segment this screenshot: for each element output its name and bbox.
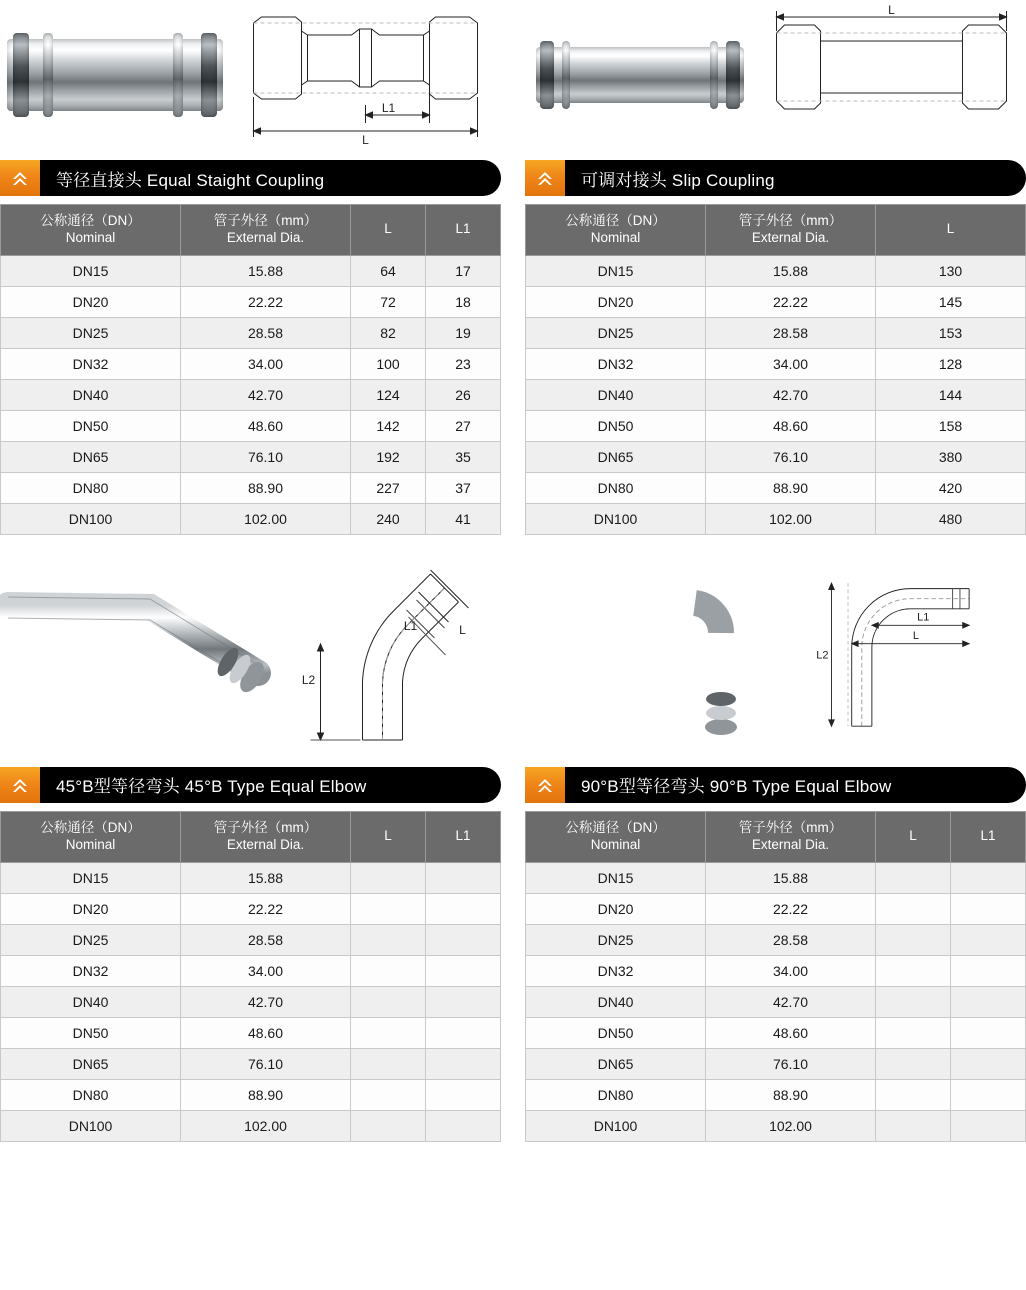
col-header-L: L bbox=[876, 205, 1026, 256]
table-header-row bbox=[1, 205, 501, 256]
table-row bbox=[526, 955, 1026, 986]
table-row bbox=[526, 348, 1026, 379]
cell-L bbox=[351, 986, 426, 1017]
col-header-L1: L1 bbox=[426, 205, 501, 256]
table-row bbox=[526, 862, 1026, 893]
cell-nominal: DN65 bbox=[526, 1048, 706, 1079]
illustration-row-2 bbox=[0, 557, 1026, 767]
table-row bbox=[1, 893, 501, 924]
col-header-external-dia-cn: 管子外径（mm） bbox=[738, 213, 843, 228]
title-bar-slip-coupling bbox=[525, 160, 1026, 196]
cell-nominal: DN50 bbox=[526, 1017, 706, 1048]
cell-nominal: DN50 bbox=[1, 410, 181, 441]
dim-label-L1: L1 bbox=[381, 101, 396, 115]
cell-L: 380 bbox=[876, 441, 1026, 472]
cell-L1 bbox=[951, 955, 1026, 986]
cell-external-dia: 102.00 bbox=[706, 503, 876, 534]
cell-L1 bbox=[426, 1110, 501, 1141]
cell-external-dia: 76.10 bbox=[181, 1048, 351, 1079]
table-row bbox=[526, 255, 1026, 286]
table-body bbox=[526, 255, 1026, 534]
col-header-nominal bbox=[526, 811, 706, 862]
table-row bbox=[526, 317, 1026, 348]
col-header-L: L bbox=[876, 811, 951, 862]
cell-external-dia: 34.00 bbox=[706, 955, 876, 986]
cell-L bbox=[876, 986, 951, 1017]
col-header-nominal-cn: 公称通径（DN） bbox=[565, 213, 666, 228]
cell-nominal: DN25 bbox=[1, 924, 181, 955]
cell-L1 bbox=[426, 986, 501, 1017]
cell-L1: 23 bbox=[426, 348, 501, 379]
cell-L1 bbox=[951, 1017, 1026, 1048]
cell-L: 227 bbox=[351, 472, 426, 503]
cell-external-dia: 48.60 bbox=[706, 1017, 876, 1048]
table-header-row bbox=[526, 205, 1026, 256]
table-row bbox=[1, 472, 501, 503]
col-header-external-dia bbox=[706, 811, 876, 862]
col-header-external-dia-cn: 管子外径（mm） bbox=[213, 819, 318, 835]
cell-nominal: DN80 bbox=[526, 472, 706, 503]
cell-L bbox=[351, 924, 426, 955]
table-row bbox=[526, 441, 1026, 472]
cell-nominal: DN80 bbox=[1, 472, 181, 503]
cell-external-dia: 88.90 bbox=[706, 1079, 876, 1110]
illustration-45-elbow bbox=[0, 557, 501, 767]
illustration-slip-coupling bbox=[525, 0, 1026, 150]
cell-external-dia: 15.88 bbox=[706, 255, 876, 286]
table-row bbox=[526, 1079, 1026, 1110]
double-chevron-up-icon bbox=[0, 160, 40, 196]
col-header-nominal bbox=[1, 811, 181, 862]
section-title: 45°B型等径弯头 45°B Type Equal Elbow bbox=[56, 777, 367, 797]
drawing-equal-straight-coupling bbox=[230, 5, 501, 145]
cell-nominal: DN50 bbox=[1, 1017, 181, 1048]
cell-L: 72 bbox=[351, 286, 426, 317]
cell-external-dia: 22.22 bbox=[706, 893, 876, 924]
photo-equal-straight-coupling bbox=[0, 10, 230, 140]
dim-label-L2: L2 bbox=[816, 649, 829, 662]
table-row bbox=[1, 286, 501, 317]
photo-90-elbow bbox=[525, 572, 815, 752]
cell-external-dia: 102.00 bbox=[181, 503, 351, 534]
cell-external-dia: 28.58 bbox=[181, 317, 351, 348]
table-row bbox=[526, 379, 1026, 410]
cell-external-dia: 28.58 bbox=[181, 924, 351, 955]
table-row bbox=[1, 1017, 501, 1048]
col-header-external-dia bbox=[706, 205, 876, 256]
col-header-L: L bbox=[351, 811, 426, 862]
table-row-2 bbox=[0, 767, 1026, 1142]
cell-external-dia: 88.90 bbox=[706, 472, 876, 503]
drawing-90-elbow bbox=[815, 562, 1026, 762]
cell-nominal: DN40 bbox=[1, 986, 181, 1017]
table-row bbox=[526, 986, 1026, 1017]
title-bar-90-elbow bbox=[525, 767, 1026, 803]
cell-L: 130 bbox=[876, 255, 1026, 286]
table-row bbox=[1, 317, 501, 348]
cell-L1 bbox=[951, 1048, 1026, 1079]
cell-external-dia: 42.70 bbox=[181, 379, 351, 410]
cell-L bbox=[351, 955, 426, 986]
dim-label-L2: L2 bbox=[301, 672, 316, 687]
cell-L: 100 bbox=[351, 348, 426, 379]
col-header-nominal-cn: 公称通径（DN） bbox=[565, 819, 666, 835]
cell-external-dia: 88.90 bbox=[181, 1079, 351, 1110]
title-bar-45-elbow bbox=[0, 767, 501, 803]
table-row bbox=[1, 379, 501, 410]
cell-nominal: DN65 bbox=[1, 441, 181, 472]
cell-nominal: DN50 bbox=[526, 410, 706, 441]
cell-L: 158 bbox=[876, 410, 1026, 441]
section-title: 等径直接头 Equal Staight Coupling bbox=[56, 170, 325, 190]
col-header-external-dia bbox=[181, 205, 351, 256]
cell-nominal: DN20 bbox=[1, 893, 181, 924]
table-row bbox=[1, 503, 501, 534]
cell-L: 145 bbox=[876, 286, 1026, 317]
cell-L bbox=[351, 1110, 426, 1141]
cell-nominal: DN20 bbox=[1, 286, 181, 317]
block-90-elbow bbox=[525, 767, 1026, 1142]
cell-external-dia: 22.22 bbox=[181, 286, 351, 317]
cell-L1 bbox=[951, 1110, 1026, 1141]
block-slip-coupling bbox=[525, 160, 1026, 535]
cell-external-dia: 76.10 bbox=[706, 1048, 876, 1079]
cell-external-dia: 48.60 bbox=[181, 1017, 351, 1048]
table-row bbox=[526, 1048, 1026, 1079]
double-chevron-up-icon bbox=[0, 767, 40, 803]
table-body bbox=[1, 862, 501, 1141]
cell-L: 124 bbox=[351, 379, 426, 410]
col-header-external-dia-en: External Dia. bbox=[226, 229, 305, 245]
cell-external-dia: 88.90 bbox=[181, 472, 351, 503]
cell-L: 64 bbox=[351, 255, 426, 286]
spec-table-equal-straight-coupling bbox=[0, 204, 501, 535]
col-header-external-dia-en: External Dia. bbox=[751, 836, 830, 852]
cell-L bbox=[876, 893, 951, 924]
title-bar-equal-straight-coupling bbox=[0, 160, 501, 196]
illustration-90-elbow bbox=[525, 557, 1026, 767]
cell-external-dia: 22.22 bbox=[706, 286, 876, 317]
cell-L: 142 bbox=[351, 410, 426, 441]
spec-table-90-elbow bbox=[525, 811, 1026, 1142]
table-row bbox=[526, 1017, 1026, 1048]
cell-L1 bbox=[951, 893, 1026, 924]
cell-L1 bbox=[426, 893, 501, 924]
col-header-external-dia-en: External Dia. bbox=[226, 836, 305, 852]
col-header-L: L bbox=[351, 205, 426, 256]
cell-external-dia: 34.00 bbox=[181, 955, 351, 986]
cell-nominal: DN40 bbox=[526, 379, 706, 410]
drawing-45-elbow bbox=[290, 562, 501, 762]
table-row bbox=[1, 955, 501, 986]
table-row bbox=[526, 893, 1026, 924]
drawing-slip-coupling bbox=[755, 5, 1026, 145]
double-chevron-up-icon bbox=[525, 160, 565, 196]
cell-external-dia: 76.10 bbox=[181, 441, 351, 472]
cell-external-dia: 102.00 bbox=[181, 1110, 351, 1141]
dim-label-L1: L1 bbox=[917, 611, 930, 624]
cell-L: 144 bbox=[876, 379, 1026, 410]
cell-L1 bbox=[426, 862, 501, 893]
dim-label-L: L bbox=[888, 5, 895, 17]
cell-nominal: DN80 bbox=[1, 1079, 181, 1110]
cell-nominal: DN20 bbox=[526, 286, 706, 317]
cell-L: 192 bbox=[351, 441, 426, 472]
cell-nominal: DN15 bbox=[526, 862, 706, 893]
cell-L1 bbox=[426, 1079, 501, 1110]
section-title: 可调对接头 Slip Coupling bbox=[581, 170, 775, 190]
table-row bbox=[1, 986, 501, 1017]
cell-external-dia: 34.00 bbox=[181, 348, 351, 379]
cell-nominal: DN32 bbox=[526, 955, 706, 986]
cell-nominal: DN25 bbox=[526, 924, 706, 955]
table-row bbox=[1, 1048, 501, 1079]
cell-L1: 18 bbox=[426, 286, 501, 317]
table-body bbox=[526, 862, 1026, 1141]
cell-nominal: DN40 bbox=[526, 986, 706, 1017]
cell-L1 bbox=[426, 955, 501, 986]
cell-L1 bbox=[426, 1048, 501, 1079]
cell-external-dia: 28.58 bbox=[706, 317, 876, 348]
photo-45-elbow bbox=[0, 572, 290, 752]
cell-L bbox=[351, 1079, 426, 1110]
cell-external-dia: 42.70 bbox=[706, 986, 876, 1017]
table-row bbox=[1, 410, 501, 441]
cell-external-dia: 15.88 bbox=[181, 862, 351, 893]
cell-external-dia: 102.00 bbox=[706, 1110, 876, 1141]
cell-L1: 27 bbox=[426, 410, 501, 441]
table-row bbox=[526, 410, 1026, 441]
dim-label-L: L bbox=[362, 133, 369, 145]
cell-L bbox=[876, 1110, 951, 1141]
cell-L1: 35 bbox=[426, 441, 501, 472]
table-row bbox=[1, 441, 501, 472]
cell-external-dia: 15.88 bbox=[181, 255, 351, 286]
table-header-row bbox=[526, 811, 1026, 862]
cell-L bbox=[876, 862, 951, 893]
cell-nominal: DN65 bbox=[1, 1048, 181, 1079]
cell-L: 420 bbox=[876, 472, 1026, 503]
cell-L1: 26 bbox=[426, 379, 501, 410]
col-header-external-dia-cn: 管子外径（mm） bbox=[738, 819, 843, 835]
table-row bbox=[526, 924, 1026, 955]
table-row bbox=[1, 862, 501, 893]
cell-external-dia: 22.22 bbox=[181, 893, 351, 924]
cell-external-dia: 15.88 bbox=[706, 862, 876, 893]
cell-L1 bbox=[951, 986, 1026, 1017]
cell-L bbox=[876, 924, 951, 955]
cell-L1: 17 bbox=[426, 255, 501, 286]
cell-L: 240 bbox=[351, 503, 426, 534]
col-header-nominal-en: Nominal bbox=[65, 836, 116, 852]
cell-external-dia: 48.60 bbox=[181, 410, 351, 441]
col-header-nominal-cn: 公称通径（DN） bbox=[40, 819, 141, 835]
table-row bbox=[1, 255, 501, 286]
cell-L: 480 bbox=[876, 503, 1026, 534]
illustration-equal-straight-coupling bbox=[0, 0, 501, 150]
cell-L bbox=[876, 955, 951, 986]
cell-L bbox=[351, 862, 426, 893]
table-header-row bbox=[1, 811, 501, 862]
cell-nominal: DN25 bbox=[1, 317, 181, 348]
cell-nominal: DN15 bbox=[1, 255, 181, 286]
cell-external-dia: 42.70 bbox=[181, 986, 351, 1017]
section-title: 90°B型等径弯头 90°B Type Equal Elbow bbox=[581, 777, 892, 797]
cell-nominal: DN100 bbox=[1, 503, 181, 534]
cell-external-dia: 28.58 bbox=[706, 924, 876, 955]
cell-L bbox=[351, 893, 426, 924]
cell-nominal: DN32 bbox=[1, 955, 181, 986]
cell-nominal: DN40 bbox=[1, 379, 181, 410]
table-row-1 bbox=[0, 160, 1026, 535]
col-header-nominal-cn: 公称通径（DN） bbox=[40, 213, 141, 228]
cell-external-dia: 42.70 bbox=[706, 379, 876, 410]
table-row bbox=[526, 1110, 1026, 1141]
block-45-elbow bbox=[0, 767, 501, 1142]
col-header-nominal bbox=[1, 205, 181, 256]
col-header-external-dia-en: External Dia. bbox=[751, 229, 830, 245]
col-header-L1: L1 bbox=[951, 811, 1026, 862]
cell-nominal: DN32 bbox=[1, 348, 181, 379]
table-row bbox=[526, 472, 1026, 503]
cell-L bbox=[351, 1017, 426, 1048]
cell-L1 bbox=[951, 924, 1026, 955]
cell-nominal: DN80 bbox=[526, 1079, 706, 1110]
spec-table-45-elbow bbox=[0, 811, 501, 1142]
cell-L bbox=[876, 1079, 951, 1110]
spec-table-slip-coupling bbox=[525, 204, 1026, 535]
cell-L bbox=[351, 1048, 426, 1079]
cell-nominal: DN32 bbox=[526, 348, 706, 379]
cell-L1 bbox=[951, 1079, 1026, 1110]
cell-L1: 41 bbox=[426, 503, 501, 534]
cell-L1: 37 bbox=[426, 472, 501, 503]
dim-label-L: L bbox=[912, 629, 919, 642]
illustration-row-1 bbox=[0, 0, 1026, 150]
cell-nominal: DN15 bbox=[526, 255, 706, 286]
col-header-nominal bbox=[526, 205, 706, 256]
cell-nominal: DN100 bbox=[526, 1110, 706, 1141]
col-header-external-dia bbox=[181, 811, 351, 862]
table-row bbox=[1, 924, 501, 955]
cell-L1 bbox=[426, 1017, 501, 1048]
cell-nominal: DN100 bbox=[1, 1110, 181, 1141]
table-body bbox=[1, 255, 501, 534]
cell-L: 153 bbox=[876, 317, 1026, 348]
dim-label-L1: L1 bbox=[403, 618, 418, 633]
cell-L bbox=[876, 1048, 951, 1079]
cell-L1: 19 bbox=[426, 317, 501, 348]
col-header-nominal-en: Nominal bbox=[65, 229, 116, 245]
cell-L1 bbox=[951, 862, 1026, 893]
dim-label-L: L bbox=[459, 622, 466, 637]
cell-nominal: DN20 bbox=[526, 893, 706, 924]
table-row bbox=[526, 286, 1026, 317]
cell-external-dia: 76.10 bbox=[706, 441, 876, 472]
block-equal-straight-coupling bbox=[0, 160, 501, 535]
cell-L: 82 bbox=[351, 317, 426, 348]
cell-L1 bbox=[426, 924, 501, 955]
col-header-nominal-en: Nominal bbox=[590, 229, 641, 245]
cell-nominal: DN65 bbox=[526, 441, 706, 472]
cell-L: 128 bbox=[876, 348, 1026, 379]
cell-nominal: DN25 bbox=[526, 317, 706, 348]
cell-L bbox=[876, 1017, 951, 1048]
cell-external-dia: 34.00 bbox=[706, 348, 876, 379]
col-header-L1: L1 bbox=[426, 811, 501, 862]
table-row bbox=[1, 348, 501, 379]
table-row bbox=[1, 1110, 501, 1141]
col-header-nominal-en: Nominal bbox=[590, 836, 641, 852]
cell-external-dia: 48.60 bbox=[706, 410, 876, 441]
col-header-external-dia-cn: 管子外径（mm） bbox=[213, 213, 318, 228]
double-chevron-up-icon bbox=[525, 767, 565, 803]
photo-slip-coupling bbox=[525, 10, 755, 140]
cell-nominal: DN15 bbox=[1, 862, 181, 893]
table-row bbox=[1, 1079, 501, 1110]
table-row bbox=[526, 503, 1026, 534]
cell-nominal: DN100 bbox=[526, 503, 706, 534]
